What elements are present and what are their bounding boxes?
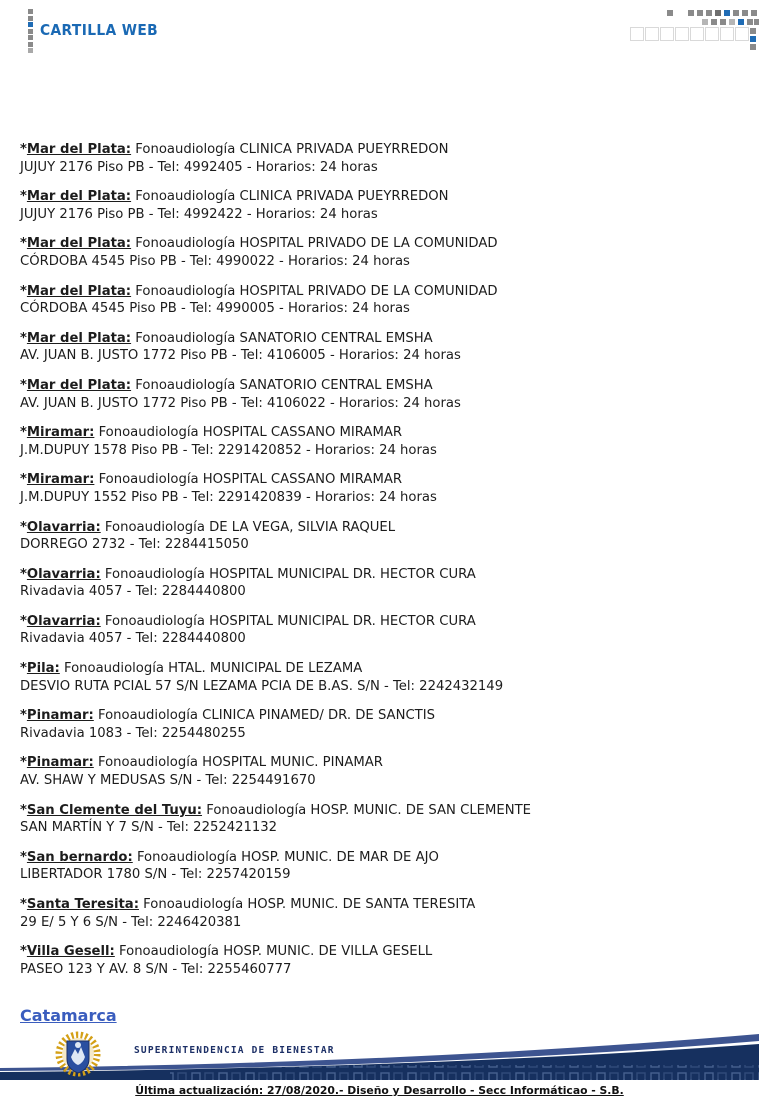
list-item	[20, 471, 745, 506]
pixel-square-decoration	[750, 28, 756, 34]
entry-marker: *	[20, 897, 27, 912]
pixel-square-decoration	[688, 10, 694, 16]
list-item	[20, 896, 745, 931]
pixel-square-decoration	[750, 44, 756, 50]
entry-headline	[20, 707, 745, 725]
entry-details: JUJUY 2176 Piso PB - Tel: 4992405 - Horarios: 24 horas	[20, 159, 378, 175]
entry-specialty-provider: Fonoaudiología CLINICA PINAMED/ DR. DE SANCTIS	[93, 708, 435, 724]
pixel-square-decoration	[711, 19, 717, 25]
entry-headline	[20, 235, 745, 253]
entry-details: 29 E/ 5 Y 6 S/N - Tel: 2246420381	[20, 914, 242, 930]
list-item	[20, 235, 745, 270]
entry-details: J.M.DUPUY 1578 Piso PB - Tel: 2291420852 - Horarios: 24 horas	[20, 442, 437, 458]
entry-headline	[20, 330, 745, 348]
entry-marker: *	[20, 802, 27, 818]
pixel-square-decoration	[742, 10, 748, 16]
entry-details: AV. SHAW Y MEDUSAS S/N - Tel: 2254491670	[20, 773, 316, 789]
list-item	[20, 943, 745, 978]
entry-details: PASEO 123 Y AV. 8 S/N - Tel: 2255460777	[20, 961, 292, 977]
entry-headline	[20, 424, 745, 442]
entry-city: Pila:	[26, 661, 60, 677]
entry-details: SAN MARTÍN Y 7 S/N - Tel: 2252421132	[20, 820, 278, 836]
entry-specialty-provider: Fonoaudiología HOSPITAL CASSANO MIRAMAR	[94, 425, 403, 441]
entry-headline	[20, 943, 745, 961]
entry-headline	[20, 566, 745, 584]
entry-specialty-provider: Fonoaudiología HOSPITAL PRIVADO DE LA COMUNIDAD	[131, 283, 498, 299]
footer-org-name: SUPERINTENDENCIA DE BIENESTAR	[134, 1045, 335, 1056]
pixel-square-decoration	[645, 27, 659, 41]
footer-update-text: Última actualización: 27/08/2020.- Diseño y Desarrollo - Secc Informáticao - S.B.	[135, 1084, 624, 1097]
entry-headline	[20, 188, 745, 206]
entry-marker: *	[20, 189, 27, 205]
entry-details: JUJUY 2176 Piso PB - Tel: 4992422 - Horarios: 24 horas	[20, 206, 378, 222]
entry-city: Mar del Plata:	[26, 142, 132, 157]
pixel-square-decoration	[28, 42, 33, 47]
entry-specialty-provider: Fonoaudiología HTAL. MUNICIPAL DE LEZAMA	[59, 661, 363, 677]
pixel-square-decoration	[28, 16, 33, 21]
list-item	[20, 141, 745, 176]
entry-specialty-provider: Fonoaudiología DE LA VEGA, SILVIA RAQUEL	[100, 519, 396, 535]
entry-city: San Clemente del Tuyu:	[26, 802, 203, 818]
entry-specialty-provider: Fonoaudiología HOSP. MUNIC. DE VILLA GESELL	[114, 944, 433, 960]
entry-headline	[20, 849, 745, 867]
entry-details: AV. JUAN B. JUSTO 1772 Piso PB - Tel: 4106022 - Horarios: 24 horas	[20, 395, 461, 411]
entry-marker: *	[20, 142, 27, 157]
entry-headline	[20, 660, 745, 678]
entry-marker: *	[20, 377, 27, 393]
entry-headline	[20, 802, 745, 820]
entry-headline	[20, 754, 745, 772]
entry-headline	[20, 283, 745, 301]
entry-specialty-provider: Fonoaudiología CLINICA PRIVADA PUEYRREDON	[131, 189, 449, 205]
province-link-catamarca[interactable]: Catamarca	[20, 1006, 117, 1026]
pixel-square-decoration	[720, 27, 734, 41]
entry-specialty-provider: Fonoaudiología CLINICA PRIVADA PUEYRREDON	[131, 142, 449, 157]
list-item	[20, 754, 745, 789]
entry-specialty-provider: Fonoaudiología HOSPITAL CASSANO MIRAMAR	[94, 472, 403, 488]
pixel-square-decoration	[751, 10, 757, 16]
list-item	[20, 707, 745, 742]
pixel-square-decoration	[28, 29, 33, 34]
entry-specialty-provider: Fonoaudiología HOSP. MUNIC. DE SANTA TERESITA	[138, 897, 476, 912]
entry-city: Miramar:	[26, 425, 95, 441]
entry-details: J.M.DUPUY 1552 Piso PB - Tel: 2291420839 - Horarios: 24 horas	[20, 489, 437, 505]
pixel-square-decoration	[28, 48, 33, 53]
list-item	[20, 188, 745, 223]
entry-specialty-provider: Fonoaudiología HOSP. MUNIC. DE MAR DE AJO	[132, 849, 439, 865]
list-item	[20, 519, 745, 554]
pixel-square-decoration	[705, 27, 719, 41]
pixel-square-decoration	[729, 19, 735, 25]
entry-specialty-provider: Fonoaudiología HOSPITAL PRIVADO DE LA COMUNIDAD	[131, 236, 498, 252]
entry-marker: *	[20, 330, 27, 346]
superintendencia-crest-logo	[55, 1031, 101, 1079]
page-header	[0, 0, 759, 60]
entry-headline	[20, 896, 745, 914]
entry-marker: *	[20, 849, 27, 865]
pixel-square-decoration	[715, 10, 721, 16]
page-title: CARTILLA WEB	[40, 21, 159, 39]
entry-marker: *	[20, 472, 27, 488]
entry-details: Rivadavia 4057 - Tel: 2284440800	[20, 584, 246, 600]
entry-city: Pinamar:	[26, 755, 94, 771]
entry-specialty-provider: Fonoaudiología HOSP. MUNIC. DE SAN CLEMENTE	[202, 802, 531, 818]
pixel-square-decoration	[28, 9, 33, 14]
provider-list	[20, 141, 745, 1025]
entry-city: Olavarria:	[26, 613, 101, 629]
pixel-square-decoration	[675, 27, 689, 41]
entry-city: Mar del Plata:	[26, 236, 132, 252]
entry-specialty-provider: Fonoaudiología HOSPITAL MUNICIPAL DR. HECTOR CURA	[100, 613, 476, 629]
entry-marker: *	[20, 425, 27, 441]
pixel-square-decoration	[28, 22, 33, 27]
entry-headline	[20, 613, 745, 631]
pixel-square-decoration	[750, 36, 756, 42]
pixel-square-decoration	[667, 10, 673, 16]
list-item	[20, 802, 745, 837]
pixel-square-decoration	[690, 27, 704, 41]
entry-specialty-provider: Fonoaudiología SANATORIO CENTRAL EMSHA	[131, 377, 433, 393]
entry-details: AV. JUAN B. JUSTO 1772 Piso PB - Tel: 4106005 - Horarios: 24 horas	[20, 348, 461, 364]
entry-marker: *	[20, 236, 27, 252]
list-item	[20, 613, 745, 648]
entry-specialty-provider: Fonoaudiología HOSPITAL MUNICIPAL DR. HECTOR CURA	[100, 566, 476, 582]
entry-details: CÓRDOBA 4545 Piso PB - Tel: 4990022 - Horarios: 24 horas	[20, 253, 410, 269]
pixel-square-decoration	[706, 10, 712, 16]
list-item	[20, 566, 745, 601]
entry-marker: *	[20, 944, 27, 960]
entry-city: Villa Gesell:	[26, 944, 115, 960]
entry-details: Rivadavia 4057 - Tel: 2284440800	[20, 631, 246, 647]
pixel-square-decoration	[724, 10, 730, 16]
pixel-square-decoration	[702, 19, 708, 25]
pixel-square-decoration	[630, 27, 644, 41]
entry-headline	[20, 519, 745, 537]
entry-city: Mar del Plata:	[26, 283, 132, 299]
entry-city: Mar del Plata:	[26, 377, 132, 393]
pixel-square-decoration	[720, 19, 726, 25]
list-item	[20, 424, 745, 459]
entry-details: Rivadavia 1083 - Tel: 2254480255	[20, 725, 246, 741]
entry-city: Miramar:	[26, 472, 95, 488]
entry-details: DORREGO 2732 - Tel: 2284415050	[20, 537, 249, 553]
pixel-square-decoration	[697, 10, 703, 16]
entry-marker: *	[20, 613, 27, 629]
entry-headline	[20, 471, 745, 489]
pixel-square-decoration	[738, 19, 744, 25]
entry-headline	[20, 141, 745, 159]
entry-marker: *	[20, 755, 27, 771]
entry-city: Olavarria:	[26, 519, 101, 535]
pixel-square-decoration	[735, 27, 749, 41]
list-item	[20, 660, 745, 695]
entry-city: Pinamar:	[26, 708, 94, 724]
list-item	[20, 849, 745, 884]
pixel-square-decoration	[747, 19, 753, 25]
pixel-square-decoration	[660, 27, 674, 41]
entry-details: DESVIO RUTA PCIAL 57 S/N LEZAMA PCIA DE B.AS. S/N - Tel: 2242432149	[20, 678, 504, 694]
pixel-square-decoration	[28, 35, 33, 40]
entry-city: Olavarria:	[26, 566, 101, 582]
entry-marker: *	[20, 708, 27, 724]
entry-marker: *	[20, 566, 27, 582]
list-item	[20, 283, 745, 318]
entry-details: LIBERTADOR 1780 S/N - Tel: 2257420159	[20, 867, 291, 883]
page-footer	[0, 1028, 759, 1101]
entry-specialty-provider: Fonoaudiología SANATORIO CENTRAL EMSHA	[131, 330, 433, 346]
entry-specialty-provider: Fonoaudiología HOSPITAL MUNIC. PINAMAR	[93, 755, 383, 771]
entry-marker: *	[20, 661, 27, 677]
pixel-square-decoration	[754, 19, 759, 25]
list-item	[20, 330, 745, 365]
entry-marker: *	[20, 283, 27, 299]
entry-city: San bernardo:	[26, 849, 133, 865]
entry-city: Mar del Plata:	[26, 330, 132, 346]
footer-wave-decoration	[0, 1028, 759, 1083]
pixel-square-decoration	[733, 10, 739, 16]
list-item	[20, 377, 745, 412]
entry-city: Mar del Plata:	[26, 189, 132, 205]
entry-marker: *	[20, 519, 27, 535]
entry-headline	[20, 377, 745, 395]
entry-details: CÓRDOBA 4545 Piso PB - Tel: 4990005 - Horarios: 24 horas	[20, 301, 410, 317]
entry-city: Santa Teresita:	[26, 897, 139, 912]
